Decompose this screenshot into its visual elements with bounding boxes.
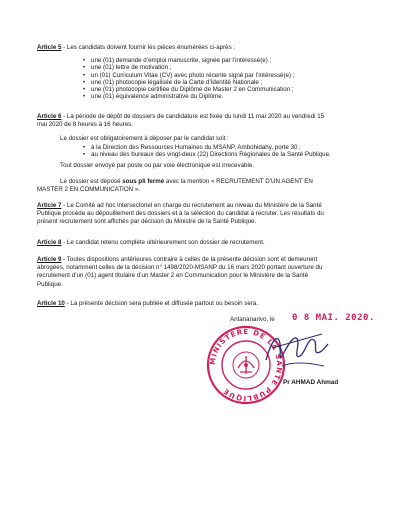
article-5-list xyxy=(83,57,294,101)
article-9-label: Article 9 xyxy=(37,256,62,263)
article-6-obligation: Le dossier est obligatoirement à déposer par le candidat soit : xyxy=(60,135,229,142)
date-stamp: 0 8 MAI. 2020. xyxy=(292,313,375,323)
place-line: Antananarivo, le xyxy=(230,316,275,323)
article-5-intro: - Les candidats doivent fournir les pièces énumérées ci-après : xyxy=(61,44,236,51)
article-7-label: Article 7 xyxy=(37,202,62,209)
list-item: • à la Direction des Ressources Humaines du MSANP, Ambohidahy, porte 30 ; xyxy=(83,144,331,151)
article-6-list xyxy=(83,144,331,159)
article-7-line2: Publique procède au dépouillement des dossiers et à la sélection du candidat à recruter. Les résultats du xyxy=(37,210,324,218)
list-item: • une (01) équivalence administrative du Diplôme. xyxy=(83,93,294,100)
article-7-line3: présent recrutement sont affichés par décision du Ministre de la Santé Publique. xyxy=(37,218,257,226)
article-6 xyxy=(37,113,324,129)
article-10-label: Article 10 xyxy=(37,300,65,307)
article-5 xyxy=(37,44,235,52)
article-8-label: Article 8 xyxy=(37,239,62,246)
article-6-depot-line2: MASTER 2 EN COMMUNICATION ». xyxy=(37,186,141,193)
depot-text-b: avec la mention « RECRUTEMENT D’UN AGENT EN xyxy=(164,178,313,185)
article-9-line1: - Toutes dispositions antérieures contraire à celles de la présente décision sont et demeurent xyxy=(61,256,318,263)
article-9-line2: abrogées, notamment celles de la décision n° 1498/2020-MSANP du 16 mars 2020 portant ouverture du xyxy=(37,264,323,272)
list-item: • un (01) Curriculum Vitae (CV) avec photo récente signé par l’intéressé(e) ; xyxy=(83,72,294,79)
article-8-text: - Le candidat retenu complète ultérieurement son dossier de recrutement. xyxy=(61,239,265,246)
article-7-line1: - Le Comité ad hoc intersectoriel en charge du recrutement au niveau du Ministère de la Santé xyxy=(61,202,322,209)
article-9 xyxy=(37,256,322,289)
article-5-label: Article 5 xyxy=(37,44,62,51)
list-item: • une (01) photocopie légalisée de la Carte d’Identité Nationale ; xyxy=(83,79,294,86)
list-item: • une (01) lettre de motivation ; xyxy=(83,64,294,71)
article-7 xyxy=(37,202,324,227)
list-item: • une (01) demande d’emploi manuscrite, signée par l’intéressé(e) ; xyxy=(83,57,294,64)
article-9-line3: recrutement d’un (01) agent titulaire d’un Master 2 en Communication pour le Ministère de la Santé xyxy=(37,272,309,280)
article-6-label: Article 6 xyxy=(37,113,62,120)
article-9-line4: Publique. xyxy=(37,280,63,288)
list-item: • une (01) photocopie certifiée du Diplôme de Master 2 en Communication ; xyxy=(83,86,294,93)
signatory-name: Pr AHMAD Ahmad xyxy=(283,379,339,386)
article-10 xyxy=(37,300,258,308)
article-6-irrecevable: Tout dossier envoyé par poste ou par voie électronique est irrecevable. xyxy=(60,162,254,169)
article-10-text: - La présente décision sera publiée et diffusée partout ou besoin sera. xyxy=(64,300,259,307)
list-item: • au niveau des bureaux des vingt-deux (22) Directions Régionales de la Santé Publique. xyxy=(83,151,331,158)
depot-text-bold: sous pli fermé xyxy=(122,178,165,185)
article-8 xyxy=(37,239,265,247)
seal-text: MINISTERE DE LA SANTE PUBLIQUE xyxy=(208,327,284,403)
article-6-line2: mai 2020 de 8 heures à 16 heures. xyxy=(37,121,133,129)
depot-text-a: Le dossier est déposé xyxy=(60,178,123,185)
article-6-line1: - La période de dépôt de dossiers de candidature est fixée du lundi 11 mai 2020 au vendredi 15 xyxy=(61,113,325,120)
handwritten-signature xyxy=(262,326,332,374)
article-6-depot xyxy=(60,178,313,186)
